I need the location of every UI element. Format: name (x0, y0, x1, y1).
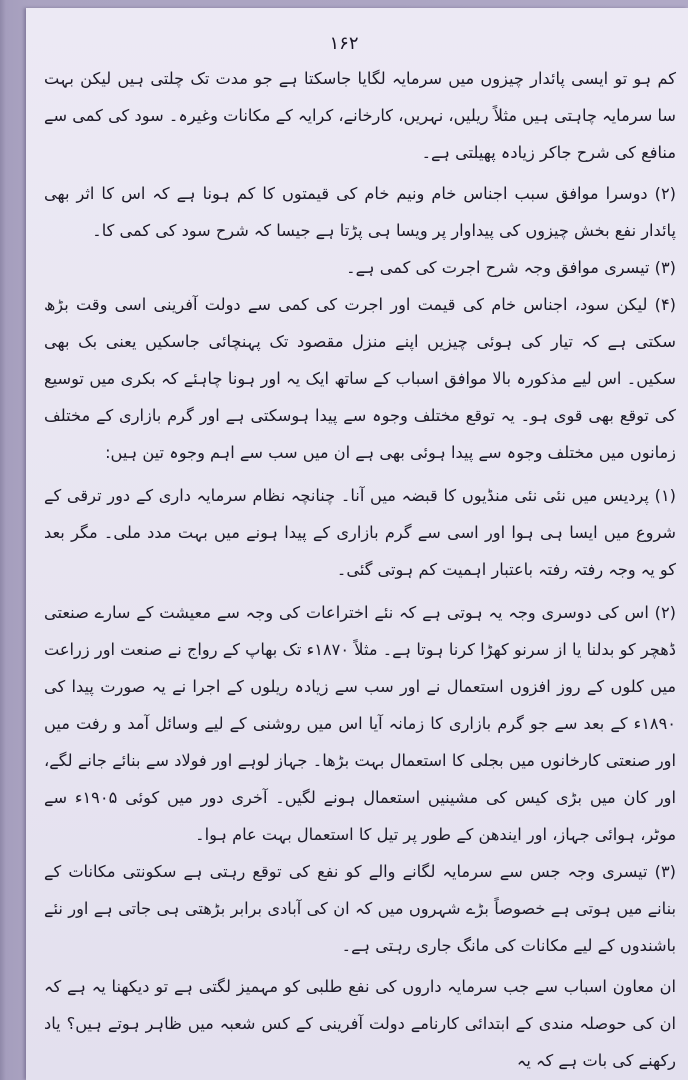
paragraph-2: (۲) دوسرا موافق سبب اجناس خام ونیم خام کی قیمتوں کا کم ہونا ہے کہ اس کا اثر بھی پائدار نفع بخش چیزوں کی پیداوار پر ویسا ہی پڑتا ہے جیسا کہ شرح سود کی کمی کا۔ (44, 184, 676, 240)
paragraph-7: (۳) تیسری وجہ جس سے سرمایہ لگانے والے کو نفع کی توقع رہتی ہے سکونتی مکانات کے بنانے میں ہوتی ہے خصوصاً بڑے شہروں میں کہ ان کی آبادی برابر بڑھتی ہی جاتی ہے اور نئے باشندوں کے لیے مکانات کی مانگ جاری رہتی ہے۔ (44, 862, 676, 955)
paragraph-8: ان معاون اسباب سے جب سرمایہ داروں کی نفع طلبی کو مہمیز لگتی ہے تو دیکھنا یہ ہے کہ ان کی حوصلہ مندی کے ابتدائی کارنامے دولت آفرینی کے کس شعبہ میں ظاہر ہوتے ہیں؟ یاد رکھنے کی بات ہے کہ یہ (44, 977, 676, 1070)
paragraph-3: (۳) تیسری موافق وجہ شرح اجرت کی کمی ہے۔ (346, 258, 676, 277)
paragraph-6: (۲) اس کی دوسری وجہ یہ ہوتی ہے کہ نئے اختراعات کی وجہ سے معیشت کے سارے صنعتی ڈھچر کو بدلنا یا از سرنو کھڑا کرنا ہوتا ہے۔ مثلاً ۱۸۷۰ء تک بھاپ کے رواج نے صنعت اور زراعت میں کلوں کے روز افزوں استعمال نے اور سب سے زیادہ ریلوں کے اجرا نے یہ صورت پیدا کی ۱۸۹۰ء کے بعد سے جو گرم بازاری کا زمانہ آیا اس میں روشنی کے لیے وسائل آمد و رفت میں اور صنعتی کارخانوں میں بجلی کا استعمال بہت بڑھا۔ جہاز لوہے اور فولاد سے بنائے جانے لگے، اور کان میں بڑی کیس کی مشینیں استعمال ہونے لگیں۔ آخری دور میں کوئی ۱۹۰۵ء سے موٹر، ہوائی جہاز، اور ایندھن کے طور پر تیل کا استعمال بہت عام ہوا۔ (44, 603, 676, 844)
page-body (44, 60, 676, 1079)
paragraph-4: (۴) لیکن سود، اجناس خام کی قیمت اور اجرت کی کمی سے دولت آفرینی اسی وقت بڑھ سکتی ہے کہ تیار کی ہوئی چیزیں اپنے منزل مقصود تک پہنچائی جاسکیں یعنی بک بھی سکیں۔ اس لیے مذکورہ بالا موافق اسباب کے ساتھ ایک یہ اور ہونا چاہئے کہ بکری میں توسیع کی توقع بھی قوی ہو۔ یہ توقع مختلف وجوہ سے پیدا ہوسکتی ہے اور گرم بازاری کے مختلف زمانوں میں مختلف وجوہ سے پیدا ہوئی بھی ہے ان میں سب سے اہم وجوہ تین ہیں: (44, 295, 676, 462)
page-number: ۱۶۲ (329, 33, 359, 54)
paragraph-1: کم ہو تو ایسی پائدار چیزوں میں سرمایہ لگایا جاسکتا ہے جو مدت تک چلتی ہیں لیکن بہت سا سرمایہ چاہتی ہیں مثلاً ریلیں، نہریں، کارخانے، کرایہ کے مکانات وغیرہ۔ سود کی کمی سے منافع کی شرح جاکر زیادہ پھیلتی ہے۔ (44, 69, 676, 162)
paragraph-5: (۱) پردیس میں نئی نئی منڈیوں کا قبضہ میں آنا۔ چنانچہ نظام سرمایہ داری کے دور ترقی کے شروع میں ایسا ہی ہوا اور اسی سے گرم بازاری کے پیدا ہونے میں بہت مدد ملی۔ مگر بعد کو یہ وجہ رفتہ رفتہ باعتبار اہمیت کم ہوتی گئی۔ (44, 486, 676, 579)
